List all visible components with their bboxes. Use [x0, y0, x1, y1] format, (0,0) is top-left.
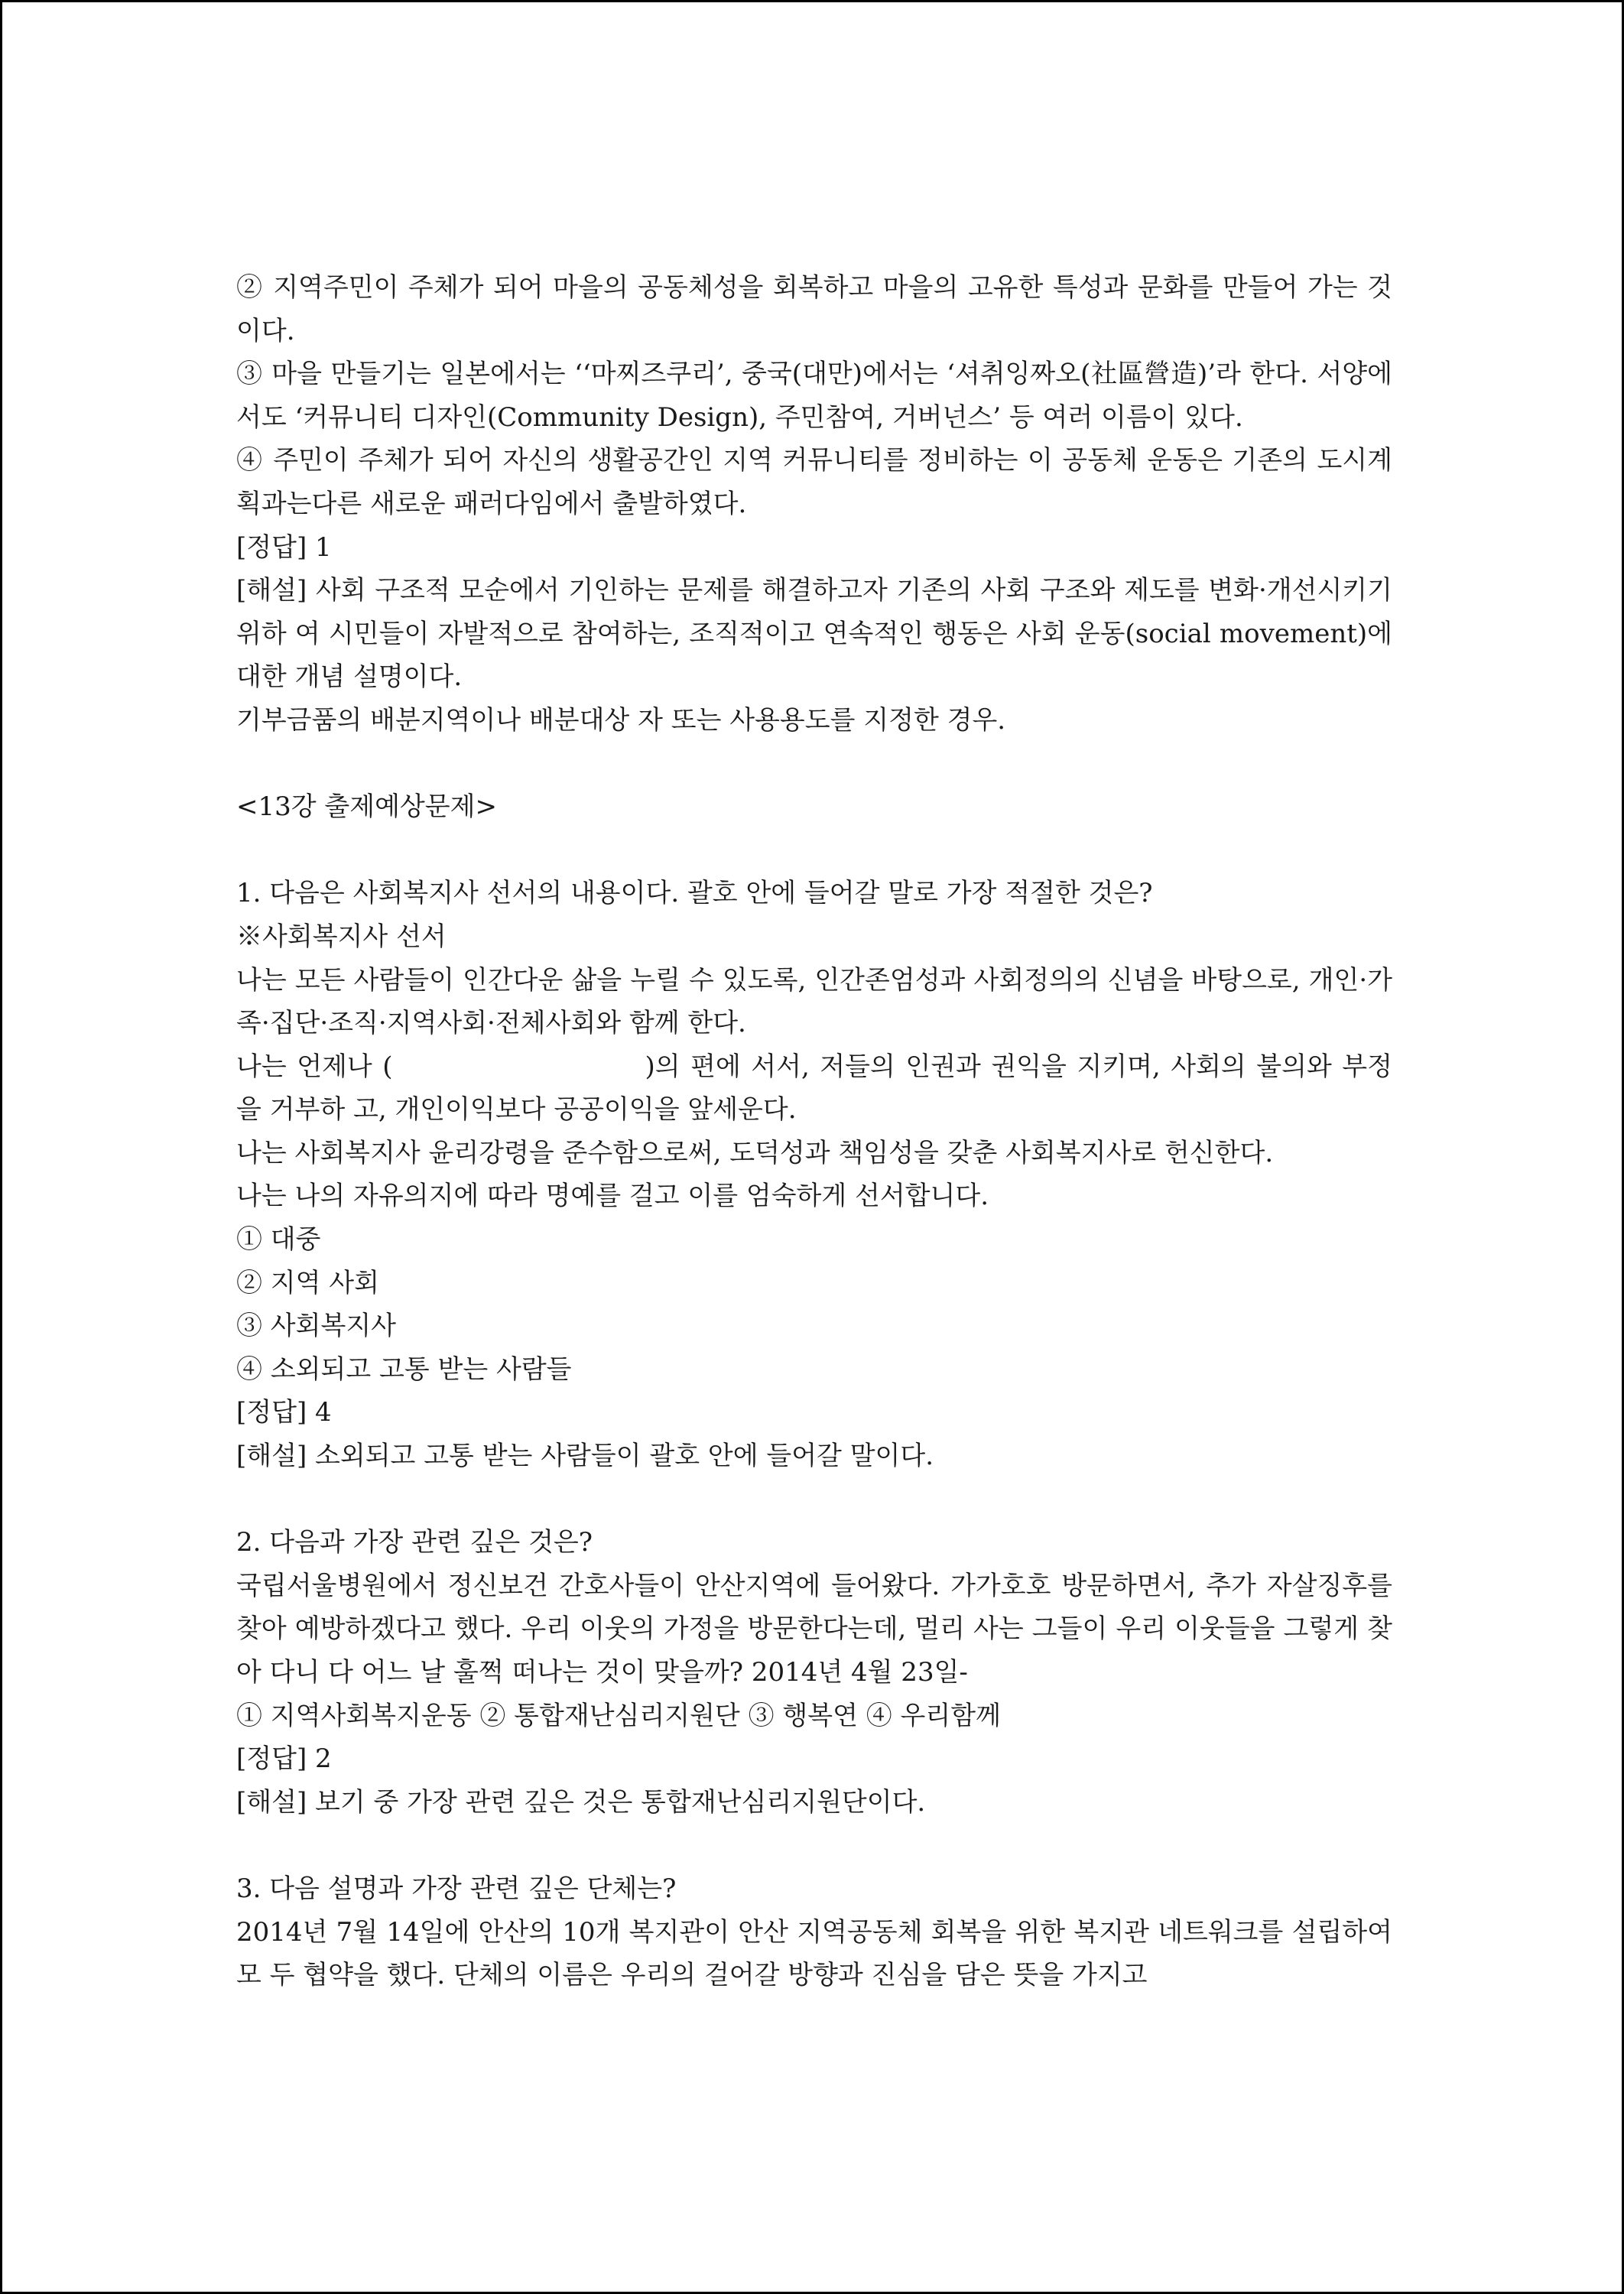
- spacer: [236, 1478, 1392, 1522]
- spacer: [236, 1824, 1392, 1867]
- q1-oath-line-2-after: )의 편에 서서, 저들의 인권과 권익을 지키며, 사회의 불의와 부정을 거부하 고, 개인이익보다 공공이익을 앞세운다.: [236, 1051, 1392, 1126]
- spacer: [236, 829, 1392, 872]
- q1-oath-line-4: 나는 나의 자유의지에 따라 명예를 걸고 이를 엄숙하게 선서합니다.: [236, 1181, 989, 1212]
- q1-oath-line-2: [236, 1045, 1392, 1132]
- q1-answer: [정답] 4: [236, 1397, 332, 1428]
- q3-question: 3. 다음 설명과 가장 관련 깊은 단체는?: [236, 1873, 677, 1904]
- prev-option-2: ② 지역주민이 주체가 되어 마을의 공동체성을 회복하고 마을의 고유한 특성과 문화를 만들어 가는 것이다.: [236, 272, 1392, 346]
- prev-answer: [정답] 1: [236, 531, 332, 563]
- q1-oath-line-2-before: 나는 언제나 (: [236, 1051, 393, 1082]
- q1-oath-title: ※사회복지사 선서: [236, 921, 447, 952]
- q1-option: ③ 사회복지사: [236, 1311, 397, 1342]
- spacer: [236, 742, 1392, 786]
- q1-option: ④ 소외되고 고통 받는 사람들: [236, 1353, 572, 1385]
- q1-oath-line-3: 나는 사회복지사 윤리강령을 준수함으로써, 도덕성과 책임성을 갖춘 사회복지사로 헌신한다.: [236, 1137, 1274, 1168]
- prev-explanation: [해설] 사회 구조적 모순에서 기인하는 문제를 해결하고자 기존의 사회 구조와 제도를 변화·개선시키기 위하 여 시민들이 자발적으로 참여하는, 조직적이고 연속적인 행동은 사회 운동(social movement)에 대한 개념 설명이다.: [236, 575, 1401, 693]
- q2-options: ① 지역사회복지운동 ② 통합재난심리지원단 ③ 행복연 ④ 우리함께: [236, 1700, 1001, 1731]
- q1-explanation: [해설] 소외되고 고통 받는 사람들이 괄호 안에 들어갈 말이다.: [236, 1441, 934, 1472]
- document-body: [236, 266, 1401, 1997]
- q2-explanation: [해설] 보기 중 가장 관련 깊은 것은 통합재난심리지원단이다.: [236, 1786, 926, 1818]
- q1-oath-line-1: 나는 모든 사람들이 인간다운 삶을 누릴 수 있도록, 인간존엄성과 사회정의의 신념을 바탕으로, 개인·가족·집단·조직·지역사회·전체사회와 함께 한다.: [236, 964, 1392, 1039]
- q1-question: 1. 다음은 사회복지사 선서의 내용이다. 괄호 안에 들어갈 말로 가장 적절한 것은?: [236, 878, 1153, 909]
- prev-extra-note: 기부금품의 배분지역이나 배분대상 자 또는 사용용도를 지정한 경우.: [236, 704, 1006, 736]
- q2-question: 2. 다음과 가장 관련 깊은 것은?: [236, 1527, 593, 1558]
- q1-option: ② 지역 사회: [236, 1267, 379, 1298]
- q3-passage: 2014년 7월 14일에 안산의 10개 복지관이 안산 지역공동체 회복을 위한 복지관 네트워크를 설립하여 모 두 협약을 했다. 단체의 이름은 우리의 걸어갈 방향과 진심을 담은 뜻을 가지고: [236, 1916, 1401, 1991]
- prev-option-3: ③ 마을 만들기는 일본에서는 ‘‘마찌즈쿠리’, 중국(대만)에서는 ‘셔취잉짜오(社區營造)’라 한다. 서양에서도 ‘커뮤니티 디자인(Community Design), 주민참여, 거버넌스’ 등 여러 이름이 있다.: [236, 359, 1392, 433]
- q2-passage: 국립서울병원에서 정신보건 간호사들이 안산지역에 들어왔다. 가가호호 방문하면서, 추가 자살징후를 찾아 예방하겠다고 했다. 우리 이웃의 가정을 방문한다는데, 멀리 사는 그들이 우리 이웃들을 그렇게 찾아 다니 다 어느 날 훌쩍 떠나는 것이 맞을까? 2014년 4월 23일-: [236, 1570, 1401, 1688]
- q1-option: ① 대중: [236, 1224, 321, 1256]
- prev-option-4: ④ 주민이 주체가 되어 자신의 생활공간인 지역 커뮤니티를 정비하는 이 공동체 운동은 기존의 도시계획과는다른 새로운 패러다임에서 출발하였다.: [236, 445, 1392, 519]
- section-title: <13강 출제예상문제>: [236, 791, 497, 823]
- q2-answer: [정답] 2: [236, 1743, 332, 1775]
